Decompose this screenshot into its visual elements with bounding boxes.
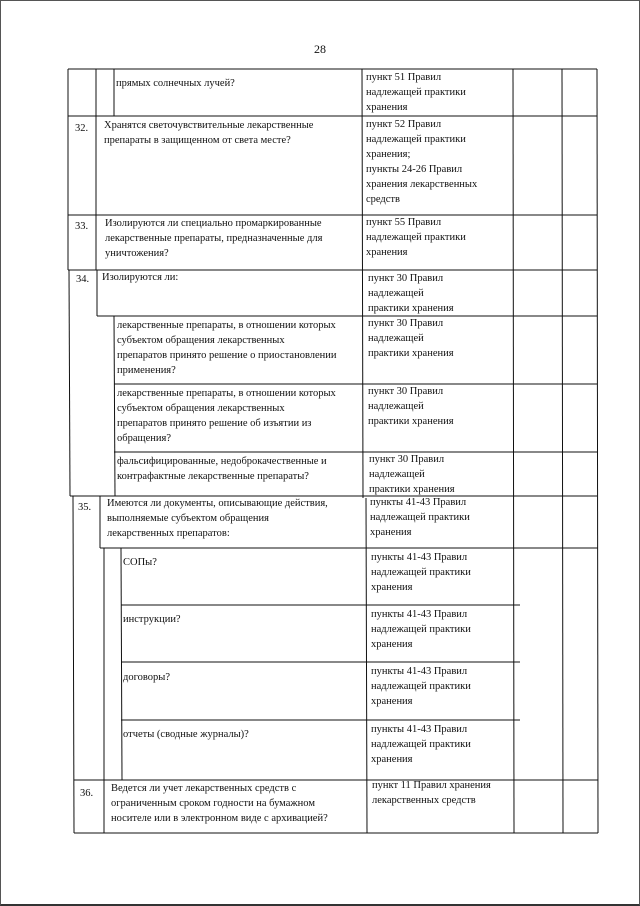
row-number: 33. [75, 221, 89, 232]
question-text: Хранятся светочувствительные лекарственные препараты в защищенном от света месте? [104, 120, 314, 146]
reference-text: пункты 41-43 Правил надлежащей практики хранения [371, 666, 471, 707]
question-text: инструкции? [123, 614, 181, 625]
reference-text: пункт 52 Правил надлежащей практики хранения; пункты 24-26 Правил хранения лекарственных средств [366, 119, 478, 205]
reference-text: пункт 30 Правил надлежащей практики хранения [368, 386, 454, 427]
row-number: 32. [75, 123, 89, 134]
question-text: отчеты (сводные журналы)? [123, 729, 249, 740]
reference-text: пункт 30 Правил надлежащей практики хранения [368, 318, 454, 359]
row-number: 35. [78, 502, 92, 513]
question-text: прямых солнечных лучей? [116, 78, 235, 89]
reference-text: пункты 41-43 Правил надлежащей практики хранения [371, 552, 471, 593]
page-number: 28 [314, 42, 326, 56]
reference-text: пункт 51 Правил надлежащей практики хранения [366, 72, 466, 113]
question-text: фальсифицированные, недоброкачественные и контрафактные лекарственные препараты? [117, 456, 327, 482]
reference-text: пункты 41-43 Правил надлежащей практики хранения [371, 724, 471, 765]
reference-text: пункт 55 Правил надлежащей практики хранения [366, 217, 466, 258]
question-text: договоры? [123, 672, 170, 683]
question-text: СОПы? [123, 557, 157, 568]
reference-text: пункты 41-43 Правил надлежащей практики хранения [370, 497, 470, 538]
question-text: Имеются ли документы, описывающие действия, выполняемые субъектом обращения лекарственных препаратов: [107, 498, 328, 539]
question-text: Изолируются ли: [102, 272, 179, 283]
question-text: лекарственные препараты, в отношении которых субъектом обращения лекарственных препаратов принято решение об изъятии из обращения? [117, 388, 336, 444]
reference-text: пункт 11 Правил хранения лекарственных средств [372, 780, 491, 806]
reference-text: пункт 30 Правил надлежащей практики хранения [368, 273, 454, 314]
row-number: 36. [80, 788, 94, 799]
reference-text: пункт 30 Правил надлежащей практики хранения [369, 454, 455, 495]
question-text: лекарственные препараты, в отношении которых субъектом обращения лекарственных препаратов принято решение о приостановлении применения? [117, 320, 337, 376]
question-text: Ведется ли учет лекарственных средств с ограниченным сроком годности на бумажном носителе или в электронном виде с архивацией? [111, 783, 328, 824]
question-text: Изолируются ли специально промаркированные лекарственные препараты, предназначенные для уничтожения? [105, 218, 323, 259]
reference-text: пункты 41-43 Правил надлежащей практики хранения [371, 609, 471, 650]
row-number: 34. [76, 274, 90, 285]
